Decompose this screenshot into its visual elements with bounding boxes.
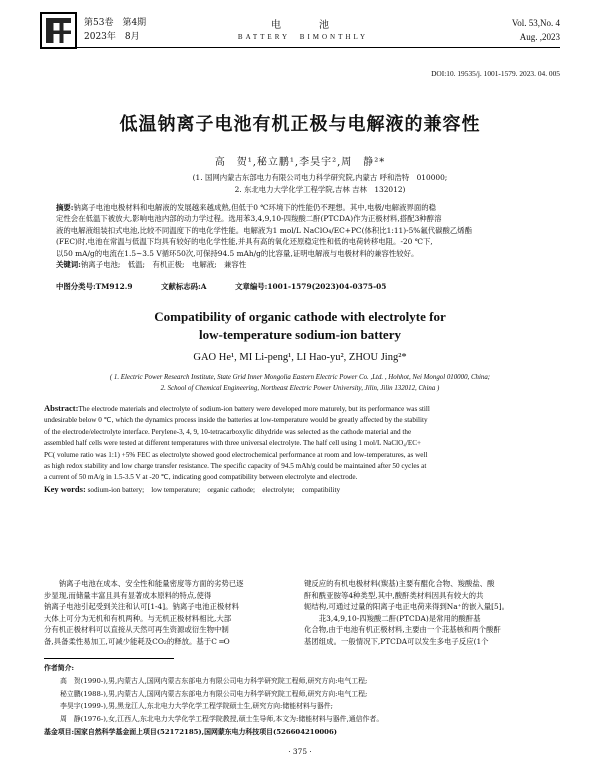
affiliation-en-1: ( 1. Electric Power Research Institute, State Grid Inner Mongolia Eastern Electric Power Co. ,Ltd. , Hohhot, Nei Mongol 010000, China; [109, 374, 491, 381]
title-cn: 低温钠离子电池有机正极与电解液的兼容性 [119, 114, 481, 135]
title-en-line-2: low-temperature sodium-ion battery [199, 327, 401, 342]
clc-number: 中图分类号:TM912.9 [56, 282, 133, 291]
keyword: 钠离子电池; [80, 260, 121, 270]
header-volume-en: Vol. 53,No. 4 [511, 18, 560, 28]
body-line: 钠离子电池在成本、安全性和能量密度等方面的劣势已逐 [44, 579, 244, 588]
body-line: 备,具备柔性易加工,可减少能耗及CO₂的释放。基于C ═O [44, 636, 230, 646]
footnote-line: 周 静(1976-),女,江西人,东北电力大学化学工程学院教授,硕士生导师,本文为:储能材料与器件,通信作者。 [60, 715, 384, 724]
affiliation-cn-2: 2. 东北电力大学化学工程学院,吉林 吉林 132012) [234, 185, 406, 194]
document-code: 文献标志码:A [161, 282, 207, 291]
keyword: organic cathode; [207, 485, 255, 494]
abstract-en-line: undesirable below 0 ℃, which the dynamics process inside the batteries at low-temperature would be greatly affected by the stability [44, 416, 428, 425]
keywords-cn-label: 关键词: [56, 260, 81, 270]
body-line: 轭结构,可通过过量的阳离子电正电荷来得到Na⁺的嵌入量[5]。 [304, 602, 509, 612]
keyword: 有机正极; [152, 260, 185, 270]
header-date-cn: 2023年 8月 [84, 32, 140, 42]
footnote-line: 秘立鹏(1988-),男,内蒙古人,国网内蒙古东部电力有限公司电力科学研究院工程师,研究方向:电气工程; [60, 689, 368, 698]
keywords-cn [56, 259, 556, 270]
page-number: · 375 · [288, 747, 312, 756]
abstract-cn-label: 摘要: [56, 203, 74, 212]
body-column-right [304, 578, 560, 648]
journal-title-en: BATTERY BIMONTHLY [237, 33, 369, 41]
abstract-en-line: of the electrode/electrolyte interface. Perylene-3, 4, 9, 10-tetracarboxylic dihydride was selected as the cathode material and the [44, 427, 412, 436]
abstract-en-label: Abstract: [44, 403, 79, 413]
abstract-en-line: a current of 50 mA/g in 1.5-3.5 V at -20 ℃, indicating good compatibility between electrolyte and electrode. [44, 473, 358, 482]
abstract-cn [56, 202, 556, 270]
body-line: 钠离子电池引起受到关注和认可[1-4]。钠离子电池正极材料 [44, 602, 240, 612]
keyword: 电解液; [191, 260, 217, 270]
header-date-en: Aug. ,2023 [519, 32, 560, 42]
keyword: compatibility [301, 485, 341, 494]
abstract-cn-line: 定性会在低温下被放大,影响电池内部的动力学过程。选用苯3,4,9,10-四羧酸二酐(PTCDA)作为正极材料,搭配3种醇溶 [56, 214, 442, 224]
keyword: electrolyte; [262, 485, 295, 494]
header-volume-cn: 第53卷 第4期 [84, 18, 147, 28]
abstract-en-line: The electrode materials and electrolyte of sodium-ion battery were developed more maturely, but its performance was still [78, 405, 430, 413]
fund-line: 基金项目:国家自然科学基金面上项目(52172185),国网蒙东电力科技项目(526604210006) [44, 727, 338, 736]
body-line: 酐和酰亚胺等4种类型,其中,酸酐类材料因具有较大的共 [304, 590, 484, 600]
body-line: 键反应的有机电极材料(羰基)主要有醌化合物、羧酸盐、酸 [304, 579, 495, 588]
journal-title-cn: 电 池 [271, 20, 335, 31]
header-rule [40, 47, 560, 48]
affiliation-cn-1: (1. 国网内蒙古东部电力有限公司电力科学研究院,内蒙古 呼和浩特 010000; [192, 173, 448, 182]
affiliation-en-2: 2. School of Chemical Engineering, Northeast Electric Power University, Jilin, Jilin 132012, China ) [160, 385, 440, 392]
abstract-cn-line: 以50 mA/g的电流在1.5~3.5 V循环50次,可保持94.5 mAh/g的比容量,证明电解液与电极材料的兼容性较好。 [56, 248, 419, 258]
authors-cn: 高 贺¹,秘立鹏¹,李昊宇²,周 静²* [214, 157, 386, 168]
body-line: 化合物,由于电池有机正极材料,主要由一个苝基核和两个酸酐 [304, 625, 501, 635]
body-line: 大体上可分为无机和有机两种。与无机正极材料相比,大部 [44, 613, 232, 623]
keyword: sodium-ion battery; [87, 485, 145, 494]
footnotes [44, 662, 560, 739]
body-line: 基团组成。一般情况下,PTCDA可以发生多电子反应(1个 [304, 636, 489, 646]
abstract-cn-line: (FEC)时,电池在常温与低温下均具有较好的电化学性能,并具有高的氧化还原稳定性和低的电荷转移电阻。-20 ℃下, [56, 237, 433, 247]
abstract-en-line: as high redox stability and low charge transfer resistance. The specific capacity of 94.5 mAh/g could be maintained after 50 cycles at [44, 462, 427, 471]
footnote-rule [44, 658, 174, 659]
qr-code-icon [40, 12, 77, 49]
body-line: 苝3,4,9,10-四羧酸二酐(PTCDA)是常用的酸酐基 [304, 613, 481, 623]
footnote-label: 作者简介: [44, 664, 75, 672]
keyword: 低温; [127, 260, 146, 270]
doi: DOI:10. 19535/j. 1001-1579. 2023. 04. 005 [431, 69, 560, 78]
abstract-cn-line: 液的电解液组装扣式电池,比较不同温度下的电化学性能。电解液为1 mol/L NaClO₄/EC+PC(体积比1:11)-5%氟代碳酸乙烯酯 [56, 225, 473, 235]
article-number: 文章编号:1001-1579(2023)04-0375-05 [235, 282, 387, 291]
classification-row [56, 281, 556, 292]
authors-en: GAO He¹, MI Li-peng¹, LI Hao-yu², ZHOU Jing²* [193, 352, 407, 363]
keywords-en-label: Key words: [44, 483, 86, 494]
body-column-left [44, 578, 300, 648]
footnote-line: 高 贺(1990-),男,内蒙古人,国网内蒙古东部电力有限公司电力科学研究院工程师,研究方向:电气工程; [60, 676, 368, 685]
abstract-en [44, 403, 558, 496]
abstract-en-line: assembled half cells were tested at different temperatures with three universal electrolyte. The half cell using 1 mol/L NaClO₄/EC+ [44, 439, 422, 448]
abstract-cn-line: 钠离子电池电极材料和电解液的发展越来越成熟,但低于0 ℃环境下的性能仍不理想。其中,电极/电解液界面的稳 [73, 203, 436, 212]
keywords-en [44, 484, 558, 496]
title-en-line-1: Compatibility of organic cathode with electrolyte for [154, 309, 446, 324]
keyword: low temperature; [151, 485, 201, 494]
abstract-en-line: PC( volume ratio was 1:1) +5% FEC as electrolyte showed good electrochemical performance at room and low-temperatures, as well [44, 450, 428, 459]
keyword: 兼容性 [224, 260, 247, 270]
footnote-line: 李昊宇(1999-),男,黑龙江人,东北电力大学化学工程学院硕士生,研究方向:储能材料与器件; [60, 702, 333, 711]
body-line: 分有机正极材料可以直接从天然可再生资源或衍生物中制 [44, 625, 229, 635]
body-line: 步显现,而储量丰富且具有显著成本原料的特点,使得 [44, 590, 212, 600]
